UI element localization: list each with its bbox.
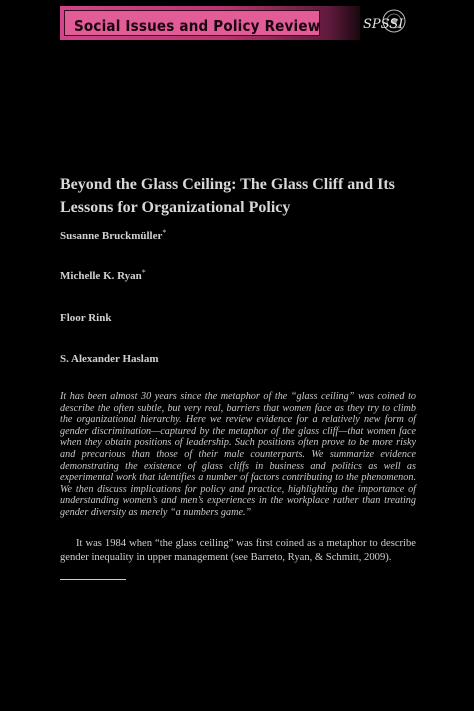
author-1 (60, 228, 166, 242)
author-name: Floor Rink (60, 312, 112, 324)
abstract: It has been almost 30 years since the metaphor of the “glass ceiling” was coined to describe the often subtle, but very real, barriers that women face as they try to climb the organizational hierarchy. Here we review evidence for a relatively new form of gender discrimination—captured by the metaphor of the glass cliff—that women face when they obtain positions of leadership. Such positions often prove to be more risky and precarious than those of their male counterparts. We summarize evidence demonstrating the existence of glass cliffs in business and politics as well as experimental work that identifies a number of factors contributing to the phenomenon. We then discuss implications for policy and practice, highlighting the importance of understanding women’s and men’s experiences in the workplace rather than treating gender diversity as merely “a numbers game.” (60, 391, 416, 518)
author-name: Susanne Bruckmüller (60, 230, 163, 242)
footnote-divider (60, 579, 126, 580)
spssi-logo (358, 6, 408, 40)
author-2 (60, 268, 146, 282)
journal-name-box (64, 10, 320, 36)
affiliation-mark: * (162, 228, 167, 237)
article-title: Beyond the Glass Ceiling: The Glass Cliff and Its Lessons for Organizational Policy (60, 176, 395, 216)
journal-name: Social Issues and Policy Review (74, 17, 321, 35)
journal-banner (60, 6, 408, 40)
author-name: Michelle K. Ryan (60, 270, 142, 282)
author-name: S. Alexander Haslam (60, 353, 159, 365)
body-paragraph: It was 1984 when “the glass ceiling” was first coined as a metaphor to describe gender inequality in upper management (see Barreto, Ryan, & Schmitt, 2009). (60, 538, 416, 563)
svg-text:SPSSI: SPSSI (363, 17, 404, 32)
author-4 (60, 353, 159, 365)
author-3 (60, 312, 111, 324)
affiliation-mark: * (141, 268, 146, 277)
